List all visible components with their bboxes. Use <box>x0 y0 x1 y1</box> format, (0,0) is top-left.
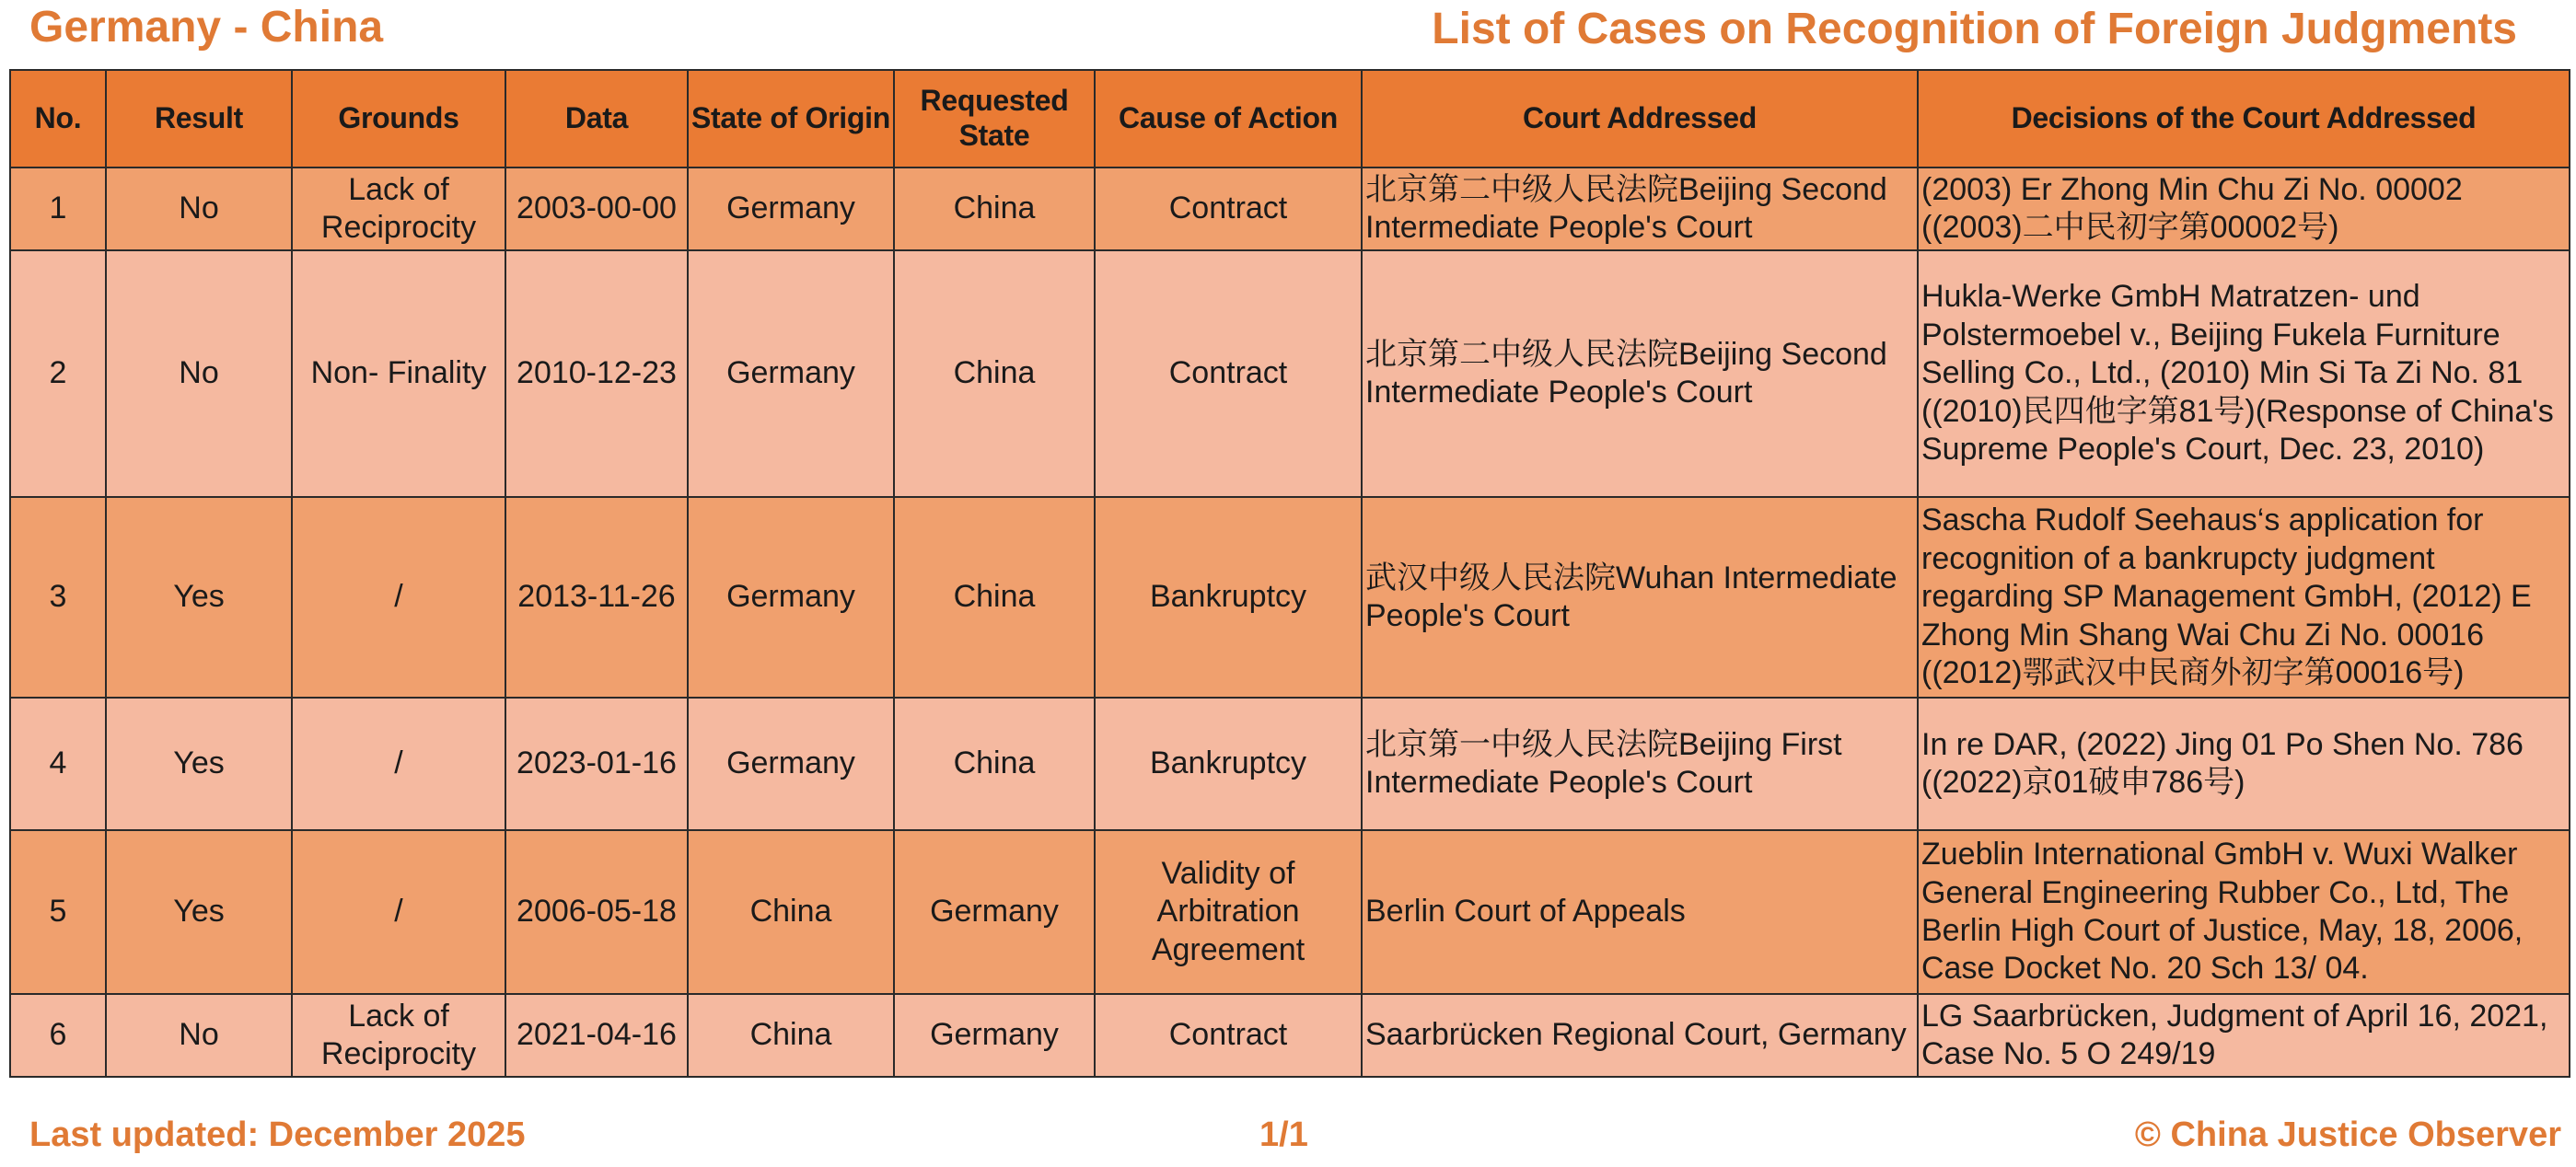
column-header-no: No. <box>10 70 106 168</box>
column-header-requested-state: Requested State <box>894 70 1095 168</box>
cases-table <box>9 69 2570 1078</box>
cell-result: No <box>106 250 292 497</box>
column-header-result: Result <box>106 70 292 168</box>
table-row <box>10 830 2570 994</box>
cell-cause-of-action: Contract <box>1095 168 1362 250</box>
cell-grounds: Non- Finality <box>292 250 505 497</box>
cell-grounds: / <box>292 497 505 698</box>
cell-grounds: Lack of Reciprocity <box>292 994 505 1077</box>
table-row <box>10 698 2570 830</box>
copyright-notice: © China Justice Observer <box>2134 1115 2561 1154</box>
cell-no: 4 <box>10 698 106 830</box>
cell-court-addressed: 武汉中级人民法院Wuhan Intermediate People's Court <box>1362 497 1918 698</box>
cell-decision: In re DAR, (2022) Jing 01 Po Shen No. 786 ((2022)京01破申786号) <box>1918 698 2570 830</box>
cell-requested-state: China <box>894 497 1095 698</box>
cell-result: Yes <box>106 830 292 994</box>
cell-decision: Hukla-Werke GmbH Matratzen- und Polstermoebel v., Beijing Fukela Furniture Selling Co., Ltd., (2010) Min Si Ta Zi No. 81 ((2010)民四他字第81号)(Response of China's Supreme People's Court, Dec. 23, 2010) <box>1918 250 2570 497</box>
cell-requested-state: China <box>894 698 1095 830</box>
cell-no: 6 <box>10 994 106 1077</box>
cell-result: No <box>106 168 292 250</box>
cell-date: 2003-00-00 <box>505 168 688 250</box>
cell-result: Yes <box>106 497 292 698</box>
column-header-date: Data <box>505 70 688 168</box>
cell-date: 2023-01-16 <box>505 698 688 830</box>
cell-result: Yes <box>106 698 292 830</box>
cell-result: No <box>106 994 292 1077</box>
table-header-row <box>10 70 2570 168</box>
table-row <box>10 994 2570 1077</box>
table-row <box>10 250 2570 497</box>
cell-requested-state: China <box>894 168 1095 250</box>
cell-no: 3 <box>10 497 106 698</box>
cell-state-of-origin: Germany <box>688 250 894 497</box>
cell-state-of-origin: Germany <box>688 168 894 250</box>
cell-cause-of-action: Bankruptcy <box>1095 698 1362 830</box>
cell-court-addressed: 北京第二中级人民法院Beijing Second Intermediate People's Court <box>1362 168 1918 250</box>
cell-decision: (2003) Er Zhong Min Chu Zi No. 00002 ((2003)二中民初字第00002号) <box>1918 168 2570 250</box>
cell-decision: LG Saarbrücken, Judgment of April 16, 2021, Case No. 5 O 249/19 <box>1918 994 2570 1077</box>
cell-cause-of-action: Contract <box>1095 250 1362 497</box>
cell-state-of-origin: Germany <box>688 698 894 830</box>
document-region-title: Germany - China <box>29 3 384 52</box>
cell-court-addressed: 北京第一中级人民法院Beijing First Intermediate People's Court <box>1362 698 1918 830</box>
cell-court-addressed: Berlin Court of Appeals <box>1362 830 1918 994</box>
cell-requested-state: China <box>894 250 1095 497</box>
cell-state-of-origin: China <box>688 830 894 994</box>
column-header-grounds: Grounds <box>292 70 505 168</box>
column-header-court-addressed: Court Addressed <box>1362 70 1918 168</box>
page-number: 1/1 <box>1259 1115 1308 1154</box>
cell-court-addressed: Saarbrücken Regional Court, Germany <box>1362 994 1918 1077</box>
cell-state-of-origin: Germany <box>688 497 894 698</box>
last-updated-label: Last updated: December 2025 <box>29 1115 526 1154</box>
table-row <box>10 497 2570 698</box>
document-title: List of Cases on Recognition of Foreign Judgments <box>1432 5 2517 53</box>
cell-date: 2013-11-26 <box>505 497 688 698</box>
cell-no: 5 <box>10 830 106 994</box>
cell-grounds: Lack of Reciprocity <box>292 168 505 250</box>
cell-cause-of-action: Bankruptcy <box>1095 497 1362 698</box>
cell-decision: Zueblin International GmbH v. Wuxi Walker General Engineering Rubber Co., Ltd, The Berlin High Court of Justice, May, 18, 2006, Case Docket No. 20 Sch 13/ 04. <box>1918 830 2570 994</box>
cell-grounds: / <box>292 830 505 994</box>
cell-state-of-origin: China <box>688 994 894 1077</box>
cell-date: 2010-12-23 <box>505 250 688 497</box>
cell-requested-state: Germany <box>894 994 1095 1077</box>
cell-grounds: / <box>292 698 505 830</box>
column-header-decisions: Decisions of the Court Addressed <box>1918 70 2570 168</box>
cell-cause-of-action: Validity of Arbitration Agreement <box>1095 830 1362 994</box>
column-header-cause-of-action: Cause of Action <box>1095 70 1362 168</box>
column-header-state-of-origin: State of Origin <box>688 70 894 168</box>
cell-date: 2006-05-18 <box>505 830 688 994</box>
cell-date: 2021-04-16 <box>505 994 688 1077</box>
cell-no: 1 <box>10 168 106 250</box>
cell-cause-of-action: Contract <box>1095 994 1362 1077</box>
cell-no: 2 <box>10 250 106 497</box>
cell-decision: Sascha Rudolf Seehaus‘s application for recognition of a bankrupcty judgment regarding SP Management GmbH, (2012) E Zhong Min Shang Wai Chu Zi No. 00016 ((2012)鄂武汉中民商外初字第00016号) <box>1918 497 2570 698</box>
cell-requested-state: Germany <box>894 830 1095 994</box>
cell-court-addressed: 北京第二中级人民法院Beijing Second Intermediate People's Court <box>1362 250 1918 497</box>
table-row <box>10 168 2570 250</box>
